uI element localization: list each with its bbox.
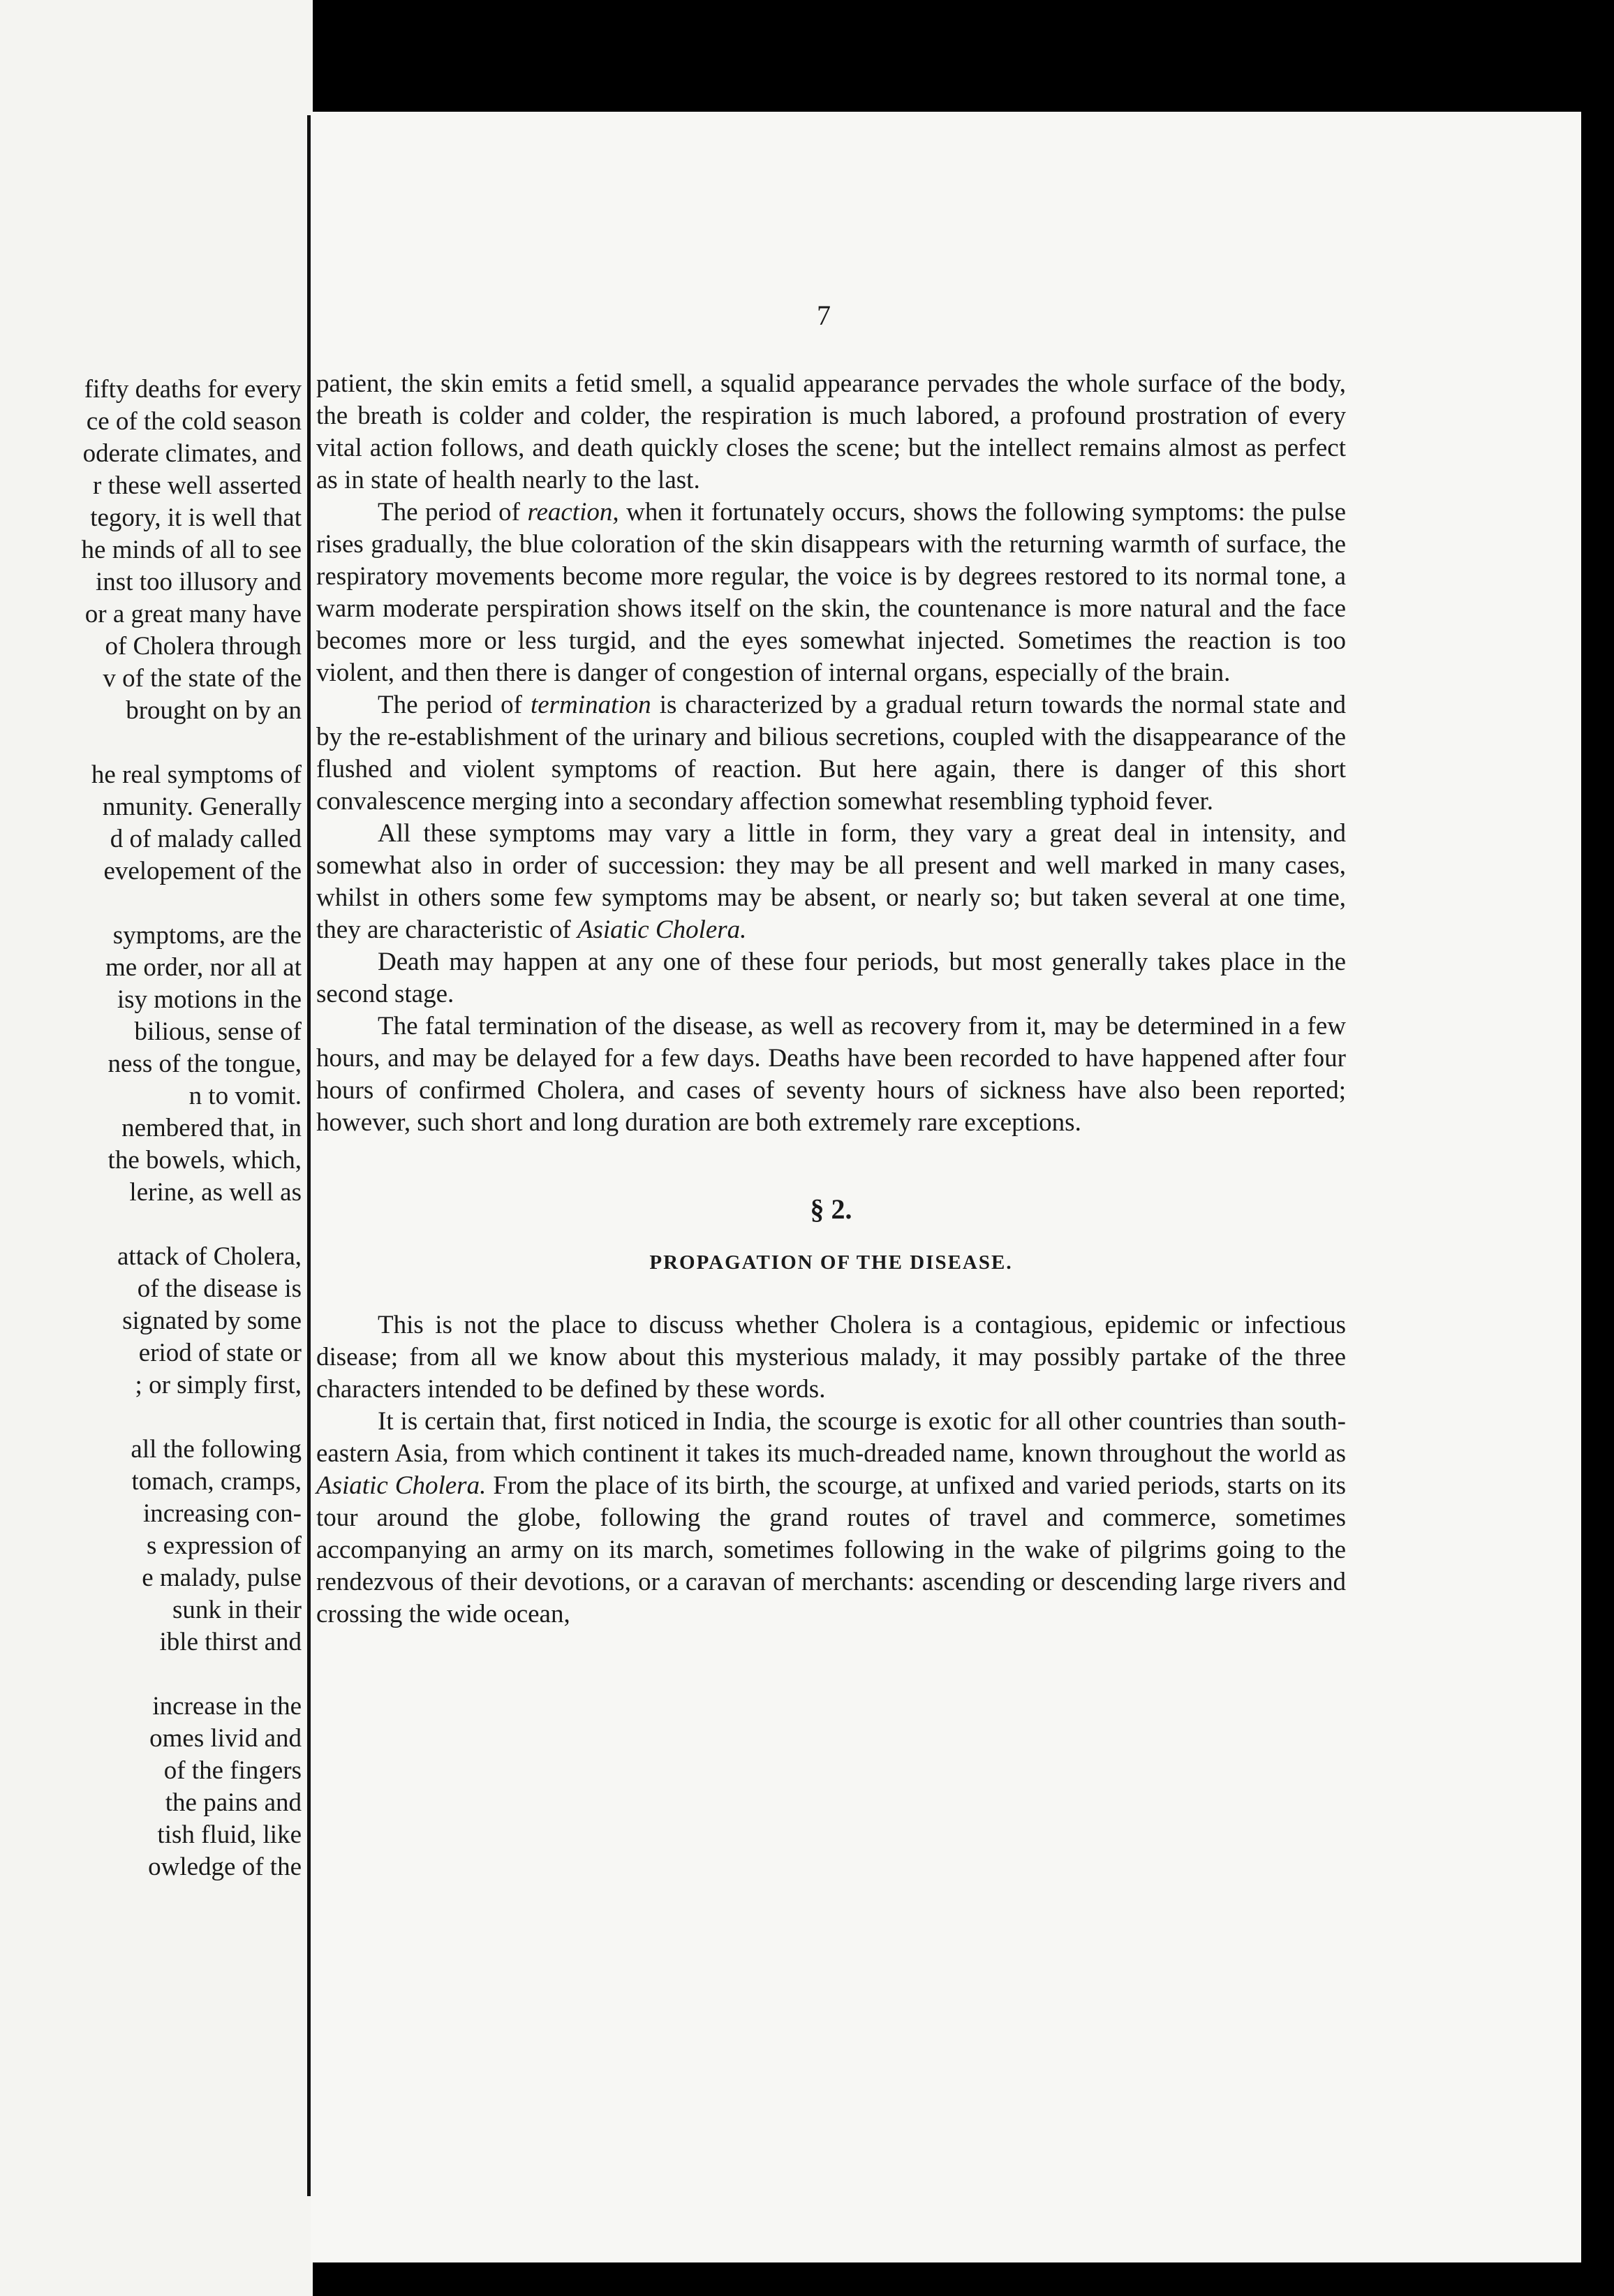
fragment-line: sunk in their bbox=[172, 1596, 302, 1624]
fragment-line: isy motions in the bbox=[117, 985, 302, 1014]
fragment-line: or a great many have bbox=[84, 600, 302, 628]
fragment-line: of the fingers bbox=[163, 1756, 302, 1785]
fragment-gap bbox=[82, 888, 302, 920]
fragment-line: me order, nor all at bbox=[105, 953, 302, 982]
body-text bbox=[316, 368, 1346, 1631]
fragment-line: v of the state of the bbox=[103, 664, 302, 693]
fragment-line: brought on by an bbox=[126, 696, 302, 725]
fragment-line: nmunity. Generally bbox=[102, 793, 302, 821]
fragment-line: signated by some bbox=[122, 1307, 302, 1335]
paragraph: The period of termination is characterized by a gradual return towards the normal state and by the re-establishment of the urinary and bilious secretions, coupled with the disappearance of the flushed and violent symptoms of reaction. But here again, there is danger of this short convalescence merging into a secondary affection somewhat resembling typhoid fever. bbox=[316, 691, 1346, 816]
fragment-line: omes livid and bbox=[149, 1724, 302, 1753]
fragment-line: s expression of bbox=[147, 1531, 302, 1560]
fragment-line: tegory, it is well that bbox=[90, 503, 302, 532]
fragment-line: oderate climates, and bbox=[82, 439, 302, 468]
fragment-line: the pains and bbox=[165, 1788, 302, 1817]
fragment-line: all the following bbox=[131, 1435, 302, 1464]
fragment-line: the bowels, which, bbox=[108, 1146, 302, 1175]
fragment-gap bbox=[82, 1209, 302, 1241]
fragment-line: eriod of state or bbox=[138, 1339, 302, 1367]
fragment-line: of the disease is bbox=[137, 1274, 302, 1303]
facing-page-fragment bbox=[0, 0, 313, 2296]
fragment-line: lerine, as well as bbox=[129, 1178, 302, 1207]
fragment-line: tish fluid, like bbox=[157, 1820, 302, 1849]
paragraph: It is certain that, first noticed in India, the scourge is exotic for all other countries than south-eastern Asia, from which continent it takes its much-dreaded name, known throughout the world as Asiatic Cholera. From the place of its birth, the scourge, at unfixed and varied periods, starts on its tour around the globe, following the grand routes of travel and commerce, sometimes accompanying an army on its march, sometimes following in the wake of pilgrims going to the rendezvous of their devotions, or a caravan of merchants: ascending or descending large rivers and crossing the wide ocean, bbox=[316, 1407, 1347, 1628]
fragment-line: of Cholera through bbox=[105, 632, 302, 661]
fragment-line: ness of the tongue, bbox=[108, 1050, 302, 1078]
fragment-line: he minds of all to see bbox=[81, 536, 302, 564]
fragment-line: bilious, sense of bbox=[134, 1017, 302, 1046]
paragraph: patient, the skin emits a fetid smell, a squalid appearance pervades the whole surface of the body, the breath is colder and colder, the respiration is much labored, a profound prostration of every vital action follows, and death quickly closes the scene; but the intellect remains almost as perfect as in state of health nearly to the last. bbox=[316, 369, 1346, 494]
paragraph: The period of reaction, when it fortunately occurs, shows the following symptoms: the pulse rises gradually, the blue coloration of the skin disappears with the returning warmth of surface, the respiratory movements become more regular, the voice is by degrees restored to its normal tone, a warm moderate perspiration shows itself on the skin, the countenance is more natural and the face becomes more or less turgid, and the eyes somewhat injected. Sometimes the reaction is too violent, and then there is danger of congestion of internal organs, especially of the brain. bbox=[316, 498, 1346, 687]
fragment-line: e malady, pulse bbox=[142, 1563, 302, 1592]
fragment-line: fifty deaths for every bbox=[84, 375, 302, 404]
fragment-line: evelopement of the bbox=[103, 857, 302, 885]
fragment-line: increase in the bbox=[152, 1692, 302, 1721]
fragment-line: he real symptoms of bbox=[91, 760, 302, 789]
fragment-line: r these well asserted bbox=[93, 471, 302, 500]
fragment-line: attack of Cholera, bbox=[117, 1242, 302, 1271]
page-number: 7 bbox=[817, 300, 831, 331]
paragraph: Death may happen at any one of these four periods, but most generally takes place in the second stage. bbox=[316, 948, 1346, 1008]
paragraph: All these symptoms may vary a little in form, they vary a great deal in intensity, and somewhat also in order of succession: they may be all present and well marked in many cases, whilst in others some few symptoms may be absent, or nearly so; but taken several at one time, they are characteristic of Asiatic Cholera. bbox=[316, 819, 1346, 944]
section-title: PROPAGATION OF THE DISEASE. bbox=[649, 1251, 1013, 1274]
fragment-line: d of malady called bbox=[110, 825, 302, 853]
paragraph: This is not the place to discuss whether Cholera is a contagious, epidemic or infectious disease; from all we know about this mysterious malady, it may possibly partake of the three characters intended to be defined by these words. bbox=[316, 1311, 1346, 1404]
fragment-line: ce of the cold season bbox=[86, 407, 302, 436]
fragment-gap bbox=[82, 1658, 302, 1691]
fragment-line: increasing con- bbox=[142, 1499, 302, 1528]
fragment-line: symptoms, are the bbox=[112, 921, 302, 950]
fragment-line: n to vomit. bbox=[188, 1082, 302, 1110]
paragraph: The fatal termination of the disease, as well as recovery from it, may be determined in a few hours, and may be delayed for a few days. Deaths have been recorded to have happened after four hours of confirmed Cholera, and cases of seventy hours of sickness have also been reported; however, such short and long duration are both extremely rare exceptions. bbox=[316, 1012, 1346, 1137]
fragment-line: tomach, cramps, bbox=[131, 1467, 302, 1496]
fragment-line: inst too illusory and bbox=[96, 568, 302, 596]
fragment-line: nembered that, in bbox=[121, 1114, 302, 1142]
fragment-line: ible thirst and bbox=[159, 1628, 302, 1656]
fragment-line: owledge of the bbox=[148, 1853, 302, 1881]
section-heading: § 2. bbox=[810, 1193, 852, 1225]
facing-page-text bbox=[82, 374, 302, 1883]
fragment-gap bbox=[82, 727, 302, 759]
fragment-gap bbox=[82, 1401, 302, 1434]
fragment-line: ; or simply first, bbox=[135, 1371, 302, 1399]
